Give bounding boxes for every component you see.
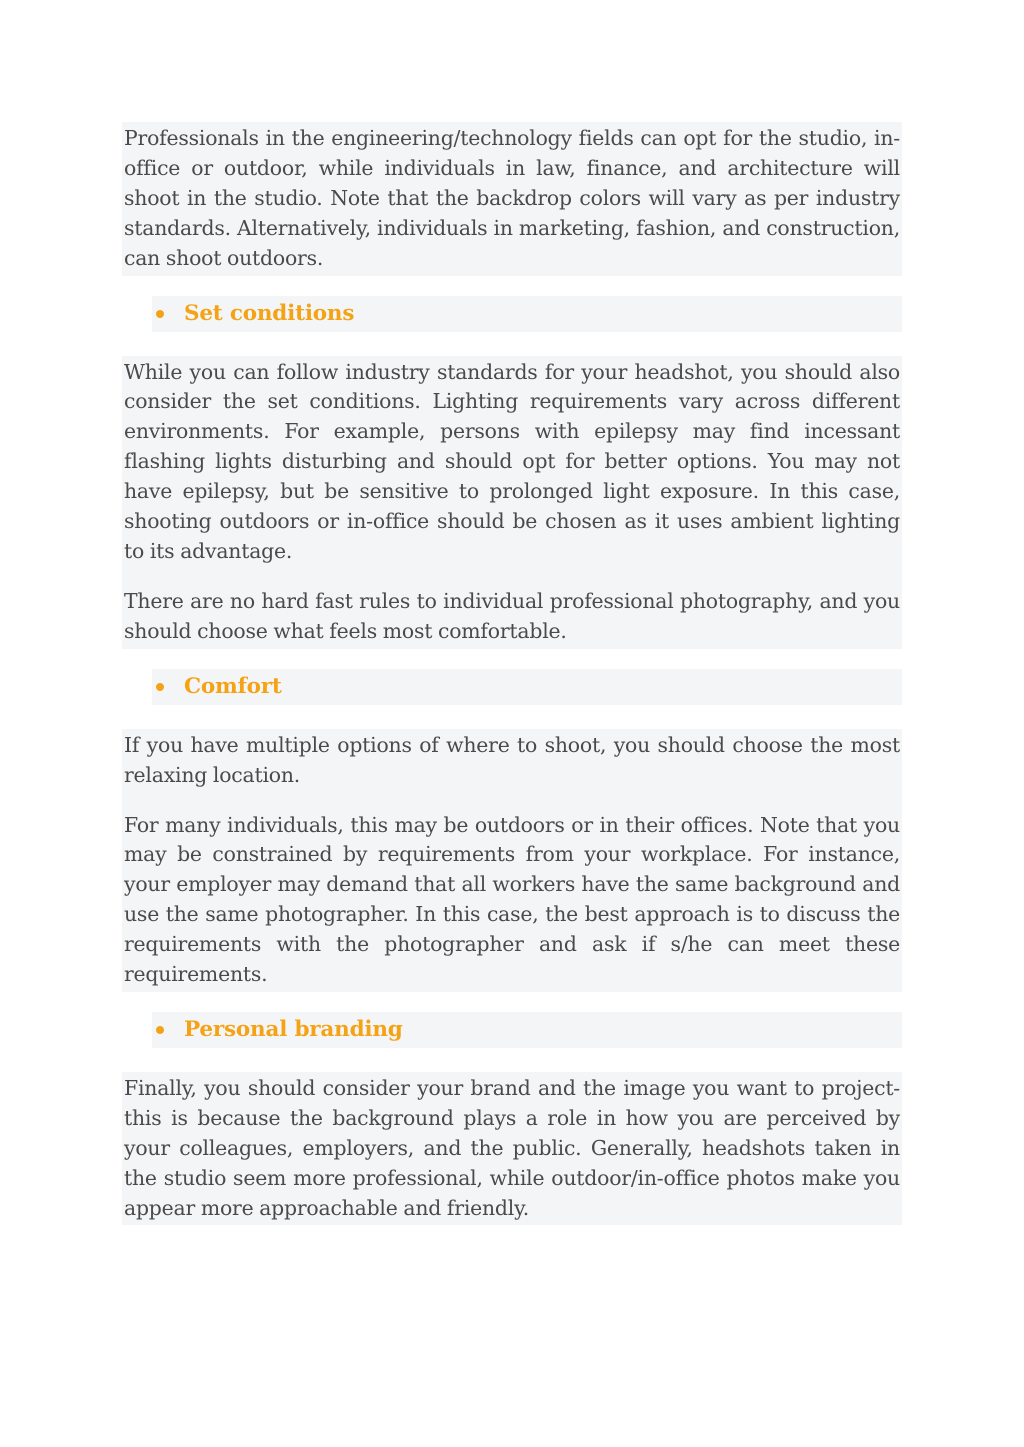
heading-personal-branding [152,1012,902,1048]
set-conditions-paragraph-1: While you can follow industry standards for your headshot, you should also consider the set conditions. Lighting requirements vary across different environments. For example, persons with epilepsy may find incessant flashing lights disturbing and should opt for better options. You may not have epilepsy, but be sensitive to prolonged light exposure. In this case, shooting outdoors or in-office should be chosen as it uses ambient lighting to its advantage. [124,359,900,563]
intro-block [122,122,902,276]
set-conditions-paragraph-2: There are no hard fast rules to individual professional photography, and you should choose what feels most comfortable. [124,588,900,643]
bullet-icon [156,310,164,318]
personal-branding-block [122,1072,902,1226]
heading-comfort-label: Comfort [184,674,282,700]
heading-personal-branding-label: Personal branding [184,1017,403,1043]
bullet-icon [156,1026,164,1034]
comfort-paragraph-2: For many individuals, this may be outdoors or in their offices. Note that you may be constrained by requirements from your workplace. For instance, your employer may demand that all workers have the same background and use the same photographer. In this case, the best approach is to discuss the requirements with the photographer and ask if s/he can meet these requirements. [124,812,900,987]
heading-set-conditions [152,296,902,332]
comfort-block [122,729,902,992]
document-page [122,122,902,1225]
bullet-icon [156,683,164,691]
heading-set-conditions-label: Set conditions [184,301,355,327]
comfort-paragraph-1: If you have multiple options of where to shoot, you should choose the most relaxing location. [124,732,900,787]
set-conditions-block [122,356,902,649]
heading-comfort [152,669,902,705]
intro-paragraph: Professionals in the engineering/technology fields can opt for the studio, in-office or outdoor, while individuals in law, finance, and architecture will shoot in the studio. Note that the backdrop colors will vary as per industry standards. Alternatively, individuals in marketing, fashion, and construction, can shoot outdoors. [124,126,900,270]
personal-branding-paragraph: Finally, you should consider your brand and the image you want to project-this is because the background plays a role in how you are perceived by your colleagues, employers, and the public. Generally, headshots taken in the studio seem more professional, while outdoor/in-office photos make you appear more approachable and friendly. [124,1075,900,1220]
